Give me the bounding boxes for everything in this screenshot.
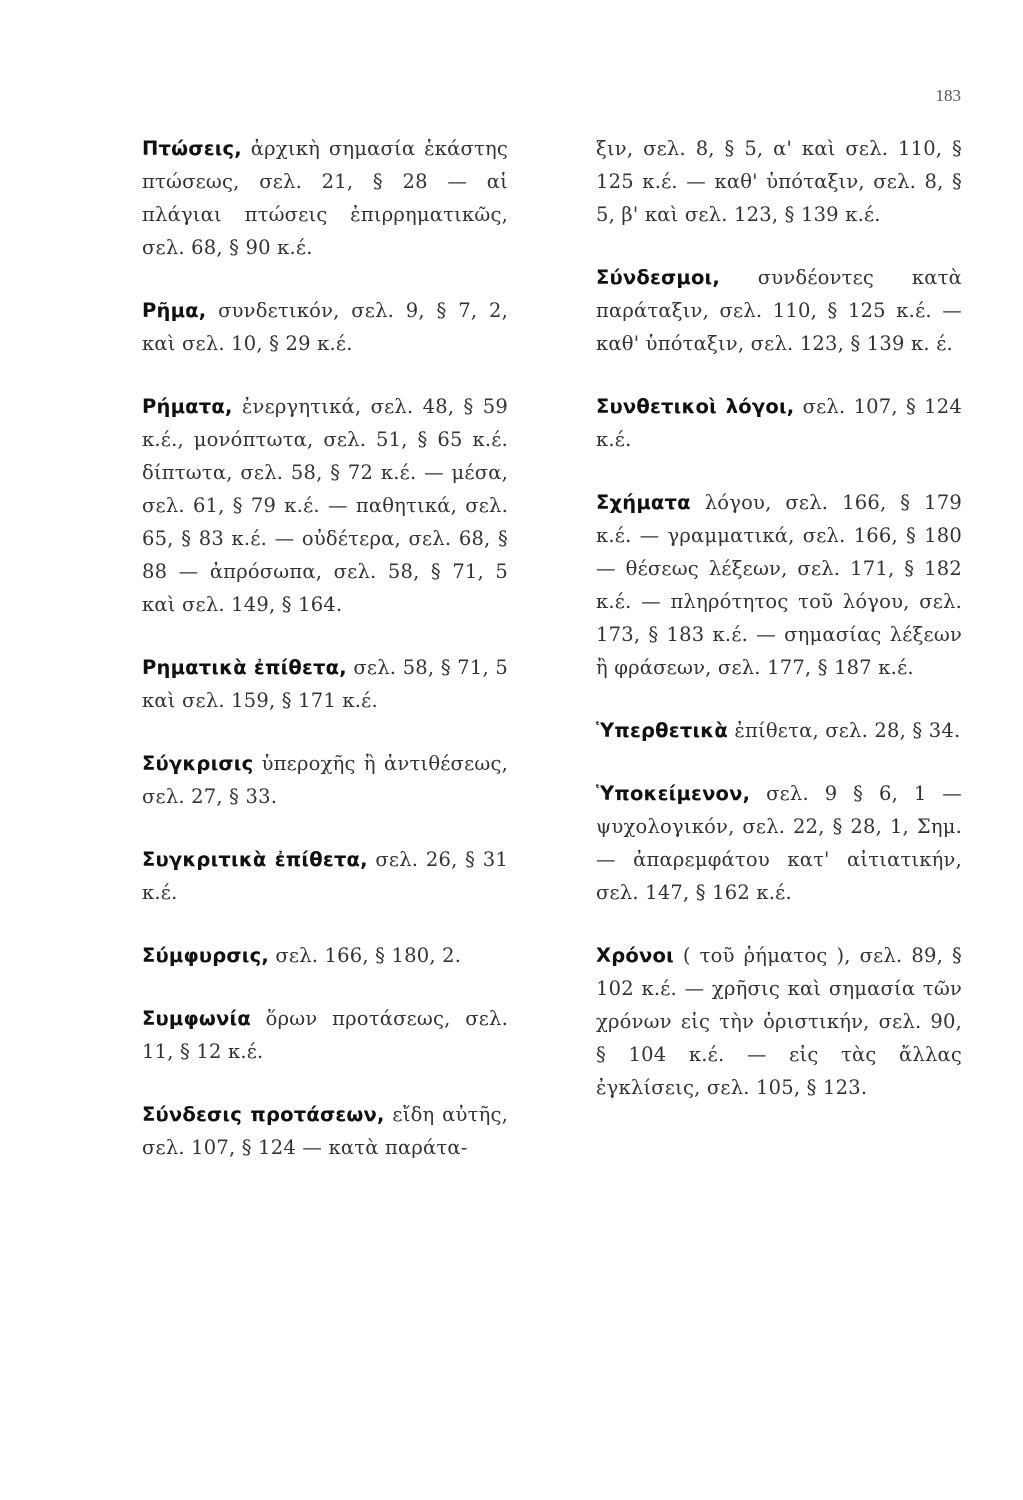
index-entry <box>596 390 962 456</box>
index-entry <box>142 651 508 717</box>
entry-text: σελ. 107, § 124 κ.έ. <box>596 395 962 451</box>
entry-heading: Σύγκρισις <box>142 752 254 775</box>
entry-heading: Ὑποκείμενον, <box>596 782 751 805</box>
index-entry <box>596 714 962 747</box>
entry-text: ἐνεργητικά, σελ. 48, § 59 κ.έ., μονόπτωτα, σελ. 51, § 65 κ.έ. δίπτωτα, σελ. 58, § 72 κ.έ. — μέσα, σελ. 61, § 79 κ.έ. — παθητικά, σελ. 65, § 83 κ.έ. — οὐδέτερα, σελ. 68, § 88 — ἀπρόσωπα, σελ. 58, § 71, 5 καὶ σελ. 149, § 164. <box>142 395 508 616</box>
entry-text: σελ. 166, § 180, 2. <box>268 944 462 967</box>
index-entry <box>142 747 508 813</box>
entry-text: ἀρχικὴ σημασία ἑκάστης πτώσεως, σελ. 21, § 28 — αἱ πλάγιαι πτώσεις ἐπιρρηματικῶς, σελ. 68, § 90 κ.έ. <box>142 137 508 259</box>
index-entry <box>596 777 962 909</box>
index-entry <box>596 261 962 360</box>
page-number: 183 <box>935 86 961 105</box>
entry-heading: Ρήματα, <box>142 395 233 418</box>
index-column-right <box>596 132 962 1134</box>
entry-text: σελ. 58, § 71, 5 καὶ σελ. 159, § 171 κ.έ. <box>142 656 509 712</box>
entry-heading: Σύμφυρσις, <box>142 944 269 967</box>
entry-text: εἴδη αὐτῆς, σελ. 107, § 124 — κατὰ παράτα- <box>142 1103 508 1159</box>
entry-text: ( τοῦ ῥήματος ), σελ. 89, § 102 κ.έ. — χρῆσις καὶ σημασία τῶν χρόνων εἰς τὴν ὁριστικήν, σελ. 90, § 104 κ.έ. — εἰς τὰς ἄλλας ἐγκλίσεις, σελ. 105, § 123. <box>596 944 962 1099</box>
index-entry <box>142 843 508 909</box>
index-entry <box>596 132 962 231</box>
entry-heading: Ὑπερθετικὰ <box>596 719 728 742</box>
entry-text: σελ. 26, § 31 κ.έ. <box>142 848 508 904</box>
entry-text: ὑπεροχῆς ἢ ἀντιθέσεως, σελ. 27, § 33. <box>142 752 508 808</box>
entry-text: ὅρων προτάσεως, σελ. 11, § 12 κ.έ. <box>142 1007 508 1063</box>
index-entry <box>142 294 508 360</box>
entry-heading: Σύνδεσις προτάσεων, <box>142 1103 385 1126</box>
entry-text: συνδετικόν, σελ. 9, § 7, 2, καὶ σελ. 10, § 29 κ.έ. <box>142 299 508 355</box>
entry-heading: Συνθετικοὶ λόγοι, <box>596 395 795 418</box>
index-entry <box>142 939 508 972</box>
entry-heading: Συμφωνία <box>142 1007 251 1030</box>
index-entry <box>142 390 508 621</box>
entry-heading: Σύνδεσμοι, <box>596 266 720 289</box>
entry-text: σελ. 9 § 6, 1 — ψυχολογικόν, σελ. 22, § 28, 1, Σημ. — ἀπαρεμφάτου κατ' αἰτιατικήν, σελ. 147, § 162 κ.έ. <box>596 782 962 904</box>
entry-text: λόγου, σελ. 166, § 179 κ.έ. — γραμματικά, σελ. 166, § 180 — θέσεως λέξεων, σελ. 171, § 182 κ.έ. — πληρότητος τοῦ λόγου, σελ. 173, § 183 κ.έ. — σημασίας λέξεων ἢ φράσεων, σελ. 177, § 187 κ.έ. <box>596 491 962 679</box>
index-entry <box>596 486 962 684</box>
entry-heading: Ρηματικὰ ἐπίθετα, <box>142 656 347 679</box>
entry-heading: Συγκριτικὰ ἐπίθετα, <box>142 848 368 871</box>
entry-heading: Χρόνοι <box>596 944 674 967</box>
entry-text: συνδέοντες κατὰ παράταξιν, σελ. 110, § 125 κ.έ. — καθ' ὑπόταξιν, σελ. 123, § 139 κ. έ. <box>596 266 962 355</box>
index-entry <box>142 132 508 264</box>
entry-heading: Πτώσεις, <box>142 137 242 160</box>
index-entry <box>142 1002 508 1068</box>
entry-heading: Ρῆμα, <box>142 299 207 322</box>
index-entry <box>596 939 962 1104</box>
entry-text: ξιν, σελ. 8, § 5, α' καὶ σελ. 110, § 125 κ.έ. — καθ' ὑπόταξιν, σελ. 8, § 5, β' καὶ σελ. 123, § 139 κ.έ. <box>596 137 962 226</box>
index-entry <box>142 1098 508 1164</box>
index-column-left <box>142 132 508 1194</box>
entry-text: ἐπίθετα, σελ. 28, § 34. <box>727 719 961 742</box>
entry-heading: Σχήματα <box>596 491 691 514</box>
